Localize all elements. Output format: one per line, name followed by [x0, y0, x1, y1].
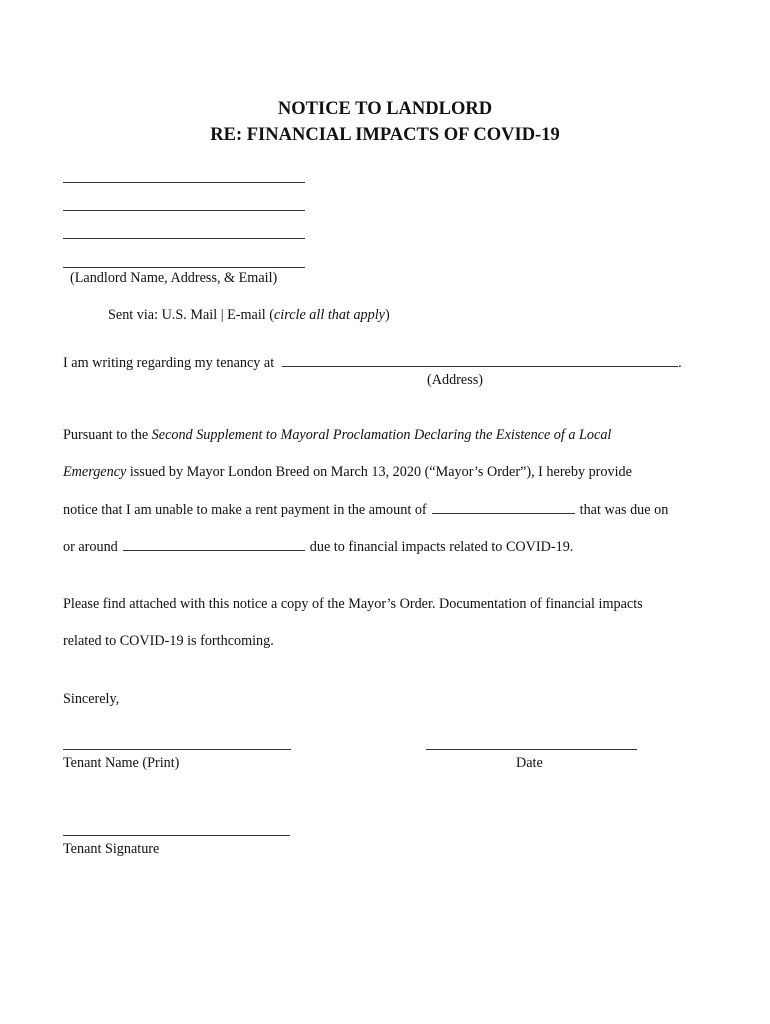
para1-text-3: notice that I am unable to make a rent payment in the amount of: [63, 502, 427, 518]
sent-via-line: [108, 308, 390, 322]
landlord-line-2[interactable]: [63, 210, 305, 211]
address-blank[interactable]: [282, 355, 678, 367]
tenancy-period: .: [678, 355, 682, 371]
sent-via-suffix: ): [384, 307, 390, 323]
proclamation-title-end: Emergency: [63, 464, 127, 480]
para1-text: Pursuant to the: [63, 427, 152, 443]
para1-text-4-end: due to financial impacts related to COVID-19.: [309, 539, 574, 555]
closing: Sincerely,: [63, 691, 120, 707]
date-label: Date: [516, 755, 543, 771]
tenant-signature-line[interactable]: [63, 835, 290, 836]
para1-text-4: or around: [63, 539, 118, 555]
landlord-line-1[interactable]: [63, 182, 305, 183]
paragraph-2-line-2: related to COVID-19 is forthcoming.: [63, 633, 274, 649]
address-caption: (Address): [427, 372, 483, 388]
sent-via-instruction: circle all that apply: [273, 307, 385, 323]
sent-via-options: Sent via: U.S. Mail | E-mail (: [108, 307, 274, 323]
tenancy-text: I am writing regarding my tenancy at: [63, 355, 275, 371]
landlord-caption: (Landlord Name, Address, & Email): [70, 270, 278, 286]
date-line[interactable]: [426, 749, 637, 750]
paragraph-1-line-4: [63, 539, 573, 554]
landlord-line-3[interactable]: [63, 238, 305, 239]
tenant-signature-label: Tenant Signature: [63, 841, 160, 857]
tenant-name-line[interactable]: [63, 749, 291, 750]
paragraph-1-line-1: [63, 428, 611, 442]
paragraph-1-line-3: [63, 502, 668, 517]
para1-text-2: issued by Mayor London Breed on March 13, 2020 (“Mayor’s Order”), I hereby provide: [126, 464, 632, 480]
due-date-blank[interactable]: [123, 539, 305, 551]
paragraph-2-line-1: Please find attached with this notice a copy of the Mayor’s Order. Documentation of financial impacts: [63, 596, 643, 612]
tenancy-line: [63, 355, 682, 370]
landlord-line-4[interactable]: [63, 267, 305, 268]
paragraph-1-line-2: [63, 465, 632, 479]
tenant-name-label: Tenant Name (Print): [63, 755, 180, 771]
para1-text-3-end: that was due on: [579, 502, 669, 518]
title-line-1: NOTICE TO LANDLORD: [277, 99, 493, 119]
rent-amount-blank[interactable]: [432, 502, 575, 514]
proclamation-title: Second Supplement to Mayoral Proclamation Declaring the Existence of a Local: [151, 427, 612, 443]
title-line-2: RE: FINANCIAL IMPACTS OF COVID-19: [210, 125, 560, 145]
